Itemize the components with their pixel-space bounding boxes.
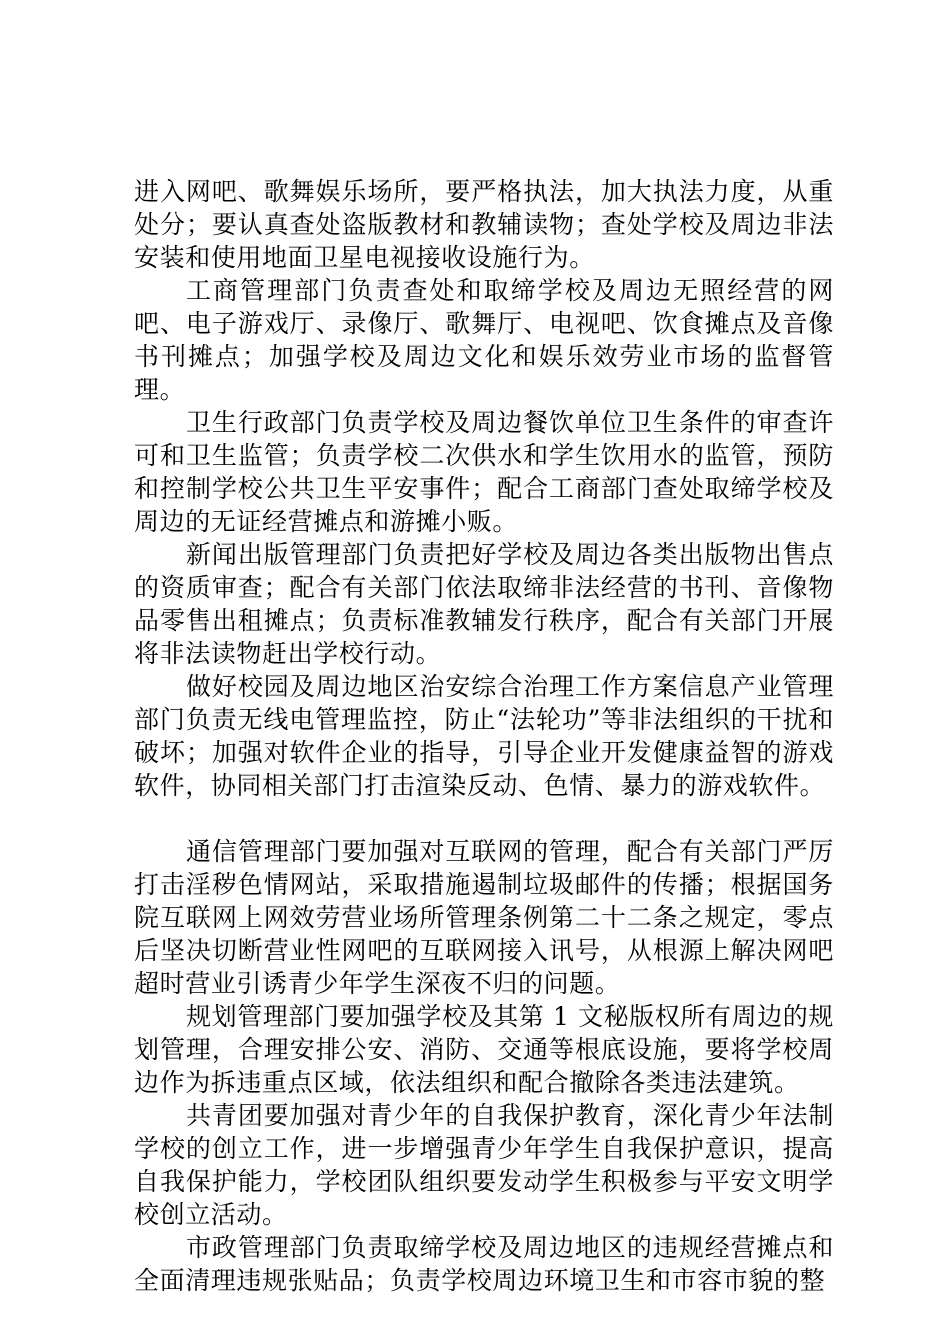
paragraph-gap (134, 802, 834, 835)
paragraph-3: 卫生行政部门负责学校及周边餐饮单位卫生条件的审查许可和卫生监管；负责学校二次供水和学生饮用水的监管，预防和控制学校公共卫生平安事件；配合工商部门查处取缔学校及周边的无证经营摊点和游摊小贩。 (134, 408, 834, 536)
paragraph-8: 共青团要加强对青少年的自我保护教育，深化青少年法制学校的创立工作，进一步增强青少年学生自我保护意识，提高自我保护能力，学校团队组织要发动学生积极参与平安文明学校创立活动。 (134, 1101, 834, 1229)
paragraph-5: 做好校园及周边地区治安综合治理工作方案信息产业管理部门负责无线电管理监控，防止“法轮功”等非法组织的干扰和破坏；加强对软件企业的指导，引导企业开发健康益智的游戏软件，协同相关部门打击渲染反动、色情、暴力的游戏软件。 (134, 672, 834, 800)
paragraph-4: 新闻出版管理部门负责把好学校及周边各类出版物出售点的资质审查；配合有关部门依法取缔非法经营的书刊、音像物品零售出租摊点；负责标准教辅发行秩序，配合有关部门开展将非法读物赶出学校行动。 (134, 540, 834, 668)
document-body (134, 175, 834, 1297)
paragraph-6: 通信管理部门要加强对互联网的管理，配合有关部门严厉打击淫秽色情网站，采取措施遏制垃圾邮件的传播；根据国务院互联网上网效劳营业场所管理条例第二十二条之规定，零点后坚决切断营业性网吧的互联网接入讯号，从根源上解决网吧超时营业引诱青少年学生深夜不归的问题。 (134, 837, 834, 998)
paragraph-7: 规划管理部门要加强学校及其第 1 文秘版权所有周边的规划管理，合理安排公安、消防、交通等根底设施，要将学校周边作为拆违重点区域，依法组织和配合撤除各类违法建筑。 (134, 1002, 835, 1097)
paragraph-2: 工商管理部门负责查处和取缔学校及周边无照经营的网吧、电子游戏厅、录像厅、歌舞厅、电视吧、饮食摊点及音像书刊摊点；加强学校及周边文化和娱乐效劳业市场的监督管理。 (134, 276, 834, 404)
paragraph-1: 进入网吧、歌舞娱乐场所，要严格执法，加大执法力度，从重处分；要认真查处盗版教材和教辅读物；查处学校及周边非法安装和使用地面卫星电视接收设施行为。 (134, 177, 834, 272)
paragraph-9: 市政管理部门负责取缔学校及周边地区的违规经营摊点和全面清理违规张贴品；负责学校周边环境卫生和市容市貌的整 (134, 1233, 834, 1295)
